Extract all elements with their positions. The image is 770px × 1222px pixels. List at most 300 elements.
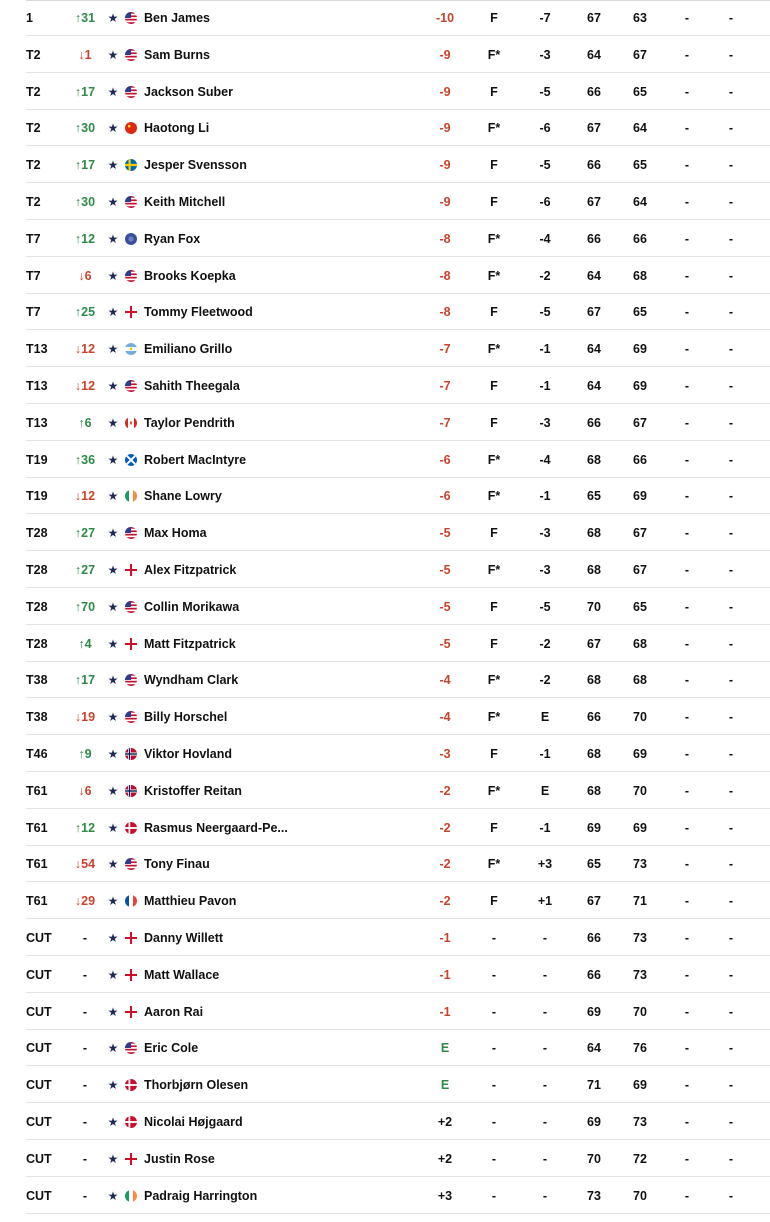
- table-row[interactable]: [0, 515, 770, 551]
- scotland-flag-icon: [125, 454, 137, 466]
- favorite-star-icon[interactable]: ★: [107, 857, 119, 872]
- ireland-flag-icon: [125, 490, 137, 502]
- table-row[interactable]: [0, 258, 770, 294]
- position: T2: [26, 84, 41, 99]
- thru-status: F*: [487, 783, 501, 798]
- thru-status: F: [490, 158, 498, 173]
- table-row[interactable]: [0, 773, 770, 809]
- round-4-strokes: -: [728, 599, 734, 614]
- position: T2: [26, 47, 41, 62]
- position-movement: [66, 184, 104, 220]
- position-movement: [66, 331, 104, 367]
- round-2-strokes: 71: [633, 894, 647, 909]
- movement-value: -: [82, 1041, 88, 1056]
- movement-value: 6: [84, 415, 92, 430]
- round-3-strokes: -: [684, 231, 690, 246]
- movement-value: -: [82, 1151, 88, 1166]
- favorite-star-icon[interactable]: ★: [107, 783, 119, 798]
- round-2-strokes: 70: [633, 710, 647, 725]
- table-row[interactable]: [0, 662, 770, 698]
- round-3-strokes: -: [684, 158, 690, 173]
- favorite-star-icon[interactable]: ★: [107, 84, 119, 99]
- movement-arrow-icon: ↑: [74, 195, 82, 209]
- table-row[interactable]: [0, 994, 770, 1030]
- favorite-star-icon[interactable]: ★: [107, 526, 119, 541]
- table-row[interactable]: [0, 37, 770, 73]
- favorite-star-icon[interactable]: ★: [107, 636, 119, 651]
- table-row[interactable]: [0, 147, 770, 183]
- table-row[interactable]: [0, 331, 770, 367]
- table-row[interactable]: [0, 1030, 770, 1066]
- favorite-star-icon[interactable]: ★: [107, 1188, 119, 1203]
- position: T38: [26, 673, 48, 688]
- round-2-strokes: 69: [633, 489, 647, 504]
- movement-value: 12: [81, 379, 96, 393]
- thru-status: F: [490, 820, 498, 835]
- favorite-star-icon[interactable]: ★: [107, 379, 119, 393]
- position: CUT: [26, 1151, 52, 1166]
- movement-value: 27: [81, 563, 96, 577]
- player-name[interactable]: Matthieu Pavon: [144, 894, 237, 909]
- round-4-strokes: -: [728, 710, 734, 725]
- favorite-star-icon[interactable]: ★: [107, 489, 119, 504]
- thru-status: F*: [487, 563, 501, 577]
- movement-arrow-icon: ↑: [74, 305, 82, 320]
- round-score: -3: [539, 415, 551, 430]
- round-3-strokes: -: [684, 636, 690, 651]
- movement-arrow-icon: ↓: [74, 894, 82, 909]
- movement-value: -: [82, 931, 88, 945]
- movement-arrow-icon: ↑: [74, 452, 82, 467]
- round-1-strokes: 67: [587, 11, 601, 25]
- round-3-strokes: -: [684, 599, 690, 614]
- position-movement: [66, 74, 104, 110]
- table-row[interactable]: [0, 736, 770, 772]
- round-2-strokes: 69: [633, 342, 647, 357]
- round-1-strokes: 67: [587, 894, 601, 909]
- usa-flag-icon: [125, 270, 137, 282]
- england-flag-icon: [125, 1153, 137, 1165]
- total-score: -8: [439, 231, 451, 246]
- thru-status: -: [491, 1188, 497, 1203]
- table-row[interactable]: [0, 1104, 770, 1140]
- movement-arrow-icon: ↑: [78, 636, 85, 651]
- round-3-strokes: -: [684, 710, 690, 725]
- position-movement: [66, 552, 104, 588]
- round-4-strokes: -: [728, 1004, 734, 1019]
- player-name[interactable]: Thorbjørn Olesen: [144, 1078, 249, 1093]
- norway-flag-icon: [125, 748, 137, 760]
- movement-arrow-icon: ↓: [74, 342, 82, 357]
- round-score: -3: [539, 526, 551, 541]
- round-2-strokes: 67: [633, 415, 647, 430]
- round-2-strokes: 72: [633, 1151, 647, 1166]
- round-4-strokes: -: [728, 47, 734, 62]
- favorite-star-icon[interactable]: ★: [107, 1078, 119, 1093]
- position-movement: [66, 442, 104, 478]
- round-2-strokes: 65: [633, 158, 647, 173]
- player-name[interactable]: Tony Finau: [144, 857, 210, 872]
- movement-value: 25: [81, 305, 96, 320]
- favorite-star-icon[interactable]: ★: [107, 11, 119, 25]
- favorite-star-icon[interactable]: ★: [107, 931, 119, 945]
- table-row[interactable]: [0, 368, 770, 404]
- player-name[interactable]: Sam Burns: [144, 47, 210, 62]
- position-movement: [66, 846, 104, 882]
- round-4-strokes: -: [728, 747, 734, 761]
- player-name[interactable]: Danny Willett: [144, 931, 224, 945]
- position: CUT: [26, 967, 52, 982]
- round-score: E: [540, 783, 550, 798]
- player-name[interactable]: Matt Fitzpatrick: [144, 636, 236, 651]
- movement-value: 4: [84, 636, 92, 651]
- usa-flag-icon: [125, 1042, 137, 1054]
- favorite-star-icon[interactable]: ★: [107, 1004, 119, 1019]
- round-4-strokes: -: [728, 452, 734, 467]
- thru-status: F*: [487, 489, 501, 504]
- player-name[interactable]: Alex Fitzpatrick: [144, 563, 237, 577]
- round-1-strokes: 69: [587, 820, 601, 835]
- round-3-strokes: -: [684, 894, 690, 909]
- position: T19: [26, 489, 48, 504]
- england-flag-icon: [125, 306, 137, 318]
- position: CUT: [26, 1115, 52, 1129]
- position: T28: [26, 563, 48, 577]
- round-1-strokes: 70: [587, 599, 601, 614]
- player-name[interactable]: Emiliano Grillo: [144, 342, 233, 357]
- round-1-strokes: 65: [587, 489, 601, 504]
- player-name[interactable]: Robert MacIntyre: [144, 452, 247, 467]
- movement-arrow-icon: ↑: [74, 673, 82, 688]
- round-1-strokes: 64: [587, 47, 601, 62]
- favorite-star-icon[interactable]: ★: [107, 415, 119, 430]
- position: T13: [26, 342, 48, 357]
- round-4-strokes: -: [728, 415, 734, 430]
- table-row[interactable]: [0, 74, 770, 110]
- player-name[interactable]: Justin Rose: [144, 1151, 215, 1166]
- round-2-strokes: 68: [633, 636, 647, 651]
- favorite-star-icon[interactable]: ★: [107, 231, 119, 246]
- movement-value: 27: [81, 526, 96, 541]
- usa-flag-icon: [125, 527, 137, 539]
- movement-arrow-icon: ↑: [74, 820, 82, 835]
- player-name[interactable]: Padraig Harrington: [144, 1188, 258, 1203]
- player-name[interactable]: Ben James: [144, 11, 211, 25]
- round-3-strokes: -: [684, 1078, 690, 1093]
- player-name[interactable]: Rasmus Neergaard-Pe...: [144, 820, 288, 835]
- round-score: -5: [539, 158, 551, 173]
- player-name[interactable]: Jesper Svensson: [144, 158, 247, 173]
- round-2-strokes: 70: [633, 1188, 647, 1203]
- movement-value: 1: [84, 47, 92, 62]
- total-score: -7: [439, 415, 451, 430]
- total-score: -2: [439, 820, 451, 835]
- round-2-strokes: 65: [633, 599, 647, 614]
- round-1-strokes: 68: [587, 452, 601, 467]
- round-1-strokes: 66: [587, 967, 601, 982]
- favorite-star-icon[interactable]: ★: [107, 158, 119, 173]
- total-score: -4: [439, 673, 451, 688]
- favorite-star-icon[interactable]: ★: [107, 894, 119, 909]
- favorite-star-icon[interactable]: ★: [107, 342, 119, 357]
- favorite-star-icon[interactable]: ★: [107, 747, 119, 761]
- favorite-star-icon[interactable]: ★: [107, 967, 119, 982]
- round-2-strokes: 70: [633, 1004, 647, 1019]
- usa-flag-icon: [125, 674, 137, 686]
- movement-value: -: [82, 967, 88, 982]
- round-2-strokes: 68: [633, 673, 647, 688]
- movement-value: -: [82, 1115, 88, 1129]
- round-1-strokes: 66: [587, 415, 601, 430]
- table-row[interactable]: [0, 294, 770, 330]
- player-name[interactable]: Keith Mitchell: [144, 195, 226, 209]
- thru-status: -: [491, 1151, 497, 1166]
- movement-value: 30: [81, 195, 96, 209]
- round-2-strokes: 68: [633, 268, 647, 283]
- round-4-strokes: -: [728, 231, 734, 246]
- position-movement: [66, 957, 104, 993]
- table-row[interactable]: [0, 478, 770, 514]
- round-1-strokes: 69: [587, 1115, 601, 1129]
- round-3-strokes: -: [684, 783, 690, 798]
- round-score: -6: [539, 121, 551, 136]
- movement-value: 29: [81, 894, 96, 909]
- favorite-star-icon[interactable]: ★: [107, 305, 119, 320]
- favorite-star-icon[interactable]: ★: [107, 268, 119, 283]
- thru-status: F: [490, 195, 498, 209]
- round-2-strokes: 64: [633, 121, 647, 136]
- movement-value: 31: [81, 11, 96, 25]
- round-score: +3: [537, 857, 553, 872]
- position-movement: [66, 368, 104, 404]
- position: T28: [26, 526, 48, 541]
- thru-status: F*: [487, 452, 501, 467]
- table-row[interactable]: [0, 110, 770, 146]
- round-3-strokes: -: [684, 931, 690, 945]
- table-row[interactable]: [0, 1141, 770, 1177]
- round-score: -1: [539, 489, 551, 504]
- movement-arrow-icon: ↑: [74, 121, 82, 136]
- round-score: -4: [539, 231, 551, 246]
- round-1-strokes: 69: [587, 1004, 601, 1019]
- favorite-star-icon[interactable]: ★: [107, 563, 119, 577]
- round-4-strokes: -: [728, 967, 734, 982]
- round-score: +1: [537, 894, 553, 909]
- round-2-strokes: 76: [633, 1041, 647, 1056]
- round-4-strokes: -: [728, 489, 734, 504]
- round-score: -3: [539, 47, 551, 62]
- player-name[interactable]: Brooks Koepka: [144, 268, 236, 283]
- table-row[interactable]: [0, 846, 770, 882]
- total-score: -8: [439, 268, 451, 283]
- position-movement: [66, 294, 104, 330]
- player-name[interactable]: Billy Horschel: [144, 710, 228, 725]
- favorite-star-icon[interactable]: ★: [107, 599, 119, 614]
- player-name[interactable]: Shane Lowry: [144, 489, 222, 504]
- round-3-strokes: -: [684, 820, 690, 835]
- position: T61: [26, 783, 48, 798]
- player-name[interactable]: Viktor Hovland: [144, 747, 232, 761]
- total-score: -5: [439, 563, 451, 577]
- round-1-strokes: 67: [587, 121, 601, 136]
- argentina-flag-icon: [125, 343, 137, 355]
- movement-value: 6: [84, 268, 92, 283]
- round-3-strokes: -: [684, 11, 690, 25]
- table-row[interactable]: [0, 920, 770, 956]
- usa-flag-icon: [125, 601, 137, 613]
- position: T7: [26, 268, 41, 283]
- canada-flag-icon: [125, 417, 137, 429]
- player-name[interactable]: Wyndham Clark: [144, 673, 239, 688]
- round-score: -: [542, 1004, 548, 1019]
- player-name[interactable]: Kristoffer Reitan: [144, 783, 242, 798]
- england-flag-icon: [125, 969, 137, 981]
- round-score: -: [542, 1078, 548, 1093]
- movement-arrow-icon: ↓: [74, 857, 82, 872]
- position: CUT: [26, 1041, 52, 1056]
- round-2-strokes: 65: [633, 84, 647, 99]
- position: T38: [26, 710, 48, 725]
- round-3-strokes: -: [684, 379, 690, 393]
- round-3-strokes: -: [684, 489, 690, 504]
- table-row[interactable]: [0, 589, 770, 625]
- round-1-strokes: 71: [587, 1078, 601, 1093]
- table-row[interactable]: [0, 810, 770, 846]
- table-row[interactable]: [0, 221, 770, 257]
- total-score: -9: [439, 195, 451, 209]
- favorite-star-icon[interactable]: ★: [107, 121, 119, 136]
- favorite-star-icon[interactable]: ★: [107, 195, 119, 209]
- table-row[interactable]: [0, 957, 770, 993]
- round-2-strokes: 70: [633, 783, 647, 798]
- total-score: -2: [439, 894, 451, 909]
- england-flag-icon: [125, 564, 137, 576]
- table-row[interactable]: [0, 1178, 770, 1214]
- movement-value: 12: [81, 489, 96, 504]
- movement-value: 36: [81, 452, 96, 467]
- movement-arrow-icon: ↑: [74, 563, 82, 577]
- player-name[interactable]: Aaron Rai: [144, 1004, 204, 1019]
- total-score: -6: [439, 489, 451, 504]
- player-name[interactable]: Ryan Fox: [144, 231, 201, 246]
- table-row[interactable]: [0, 442, 770, 478]
- player-name[interactable]: Eric Cole: [144, 1041, 199, 1056]
- table-row[interactable]: [0, 883, 770, 919]
- round-2-strokes: 65: [633, 305, 647, 320]
- total-score: -2: [439, 783, 451, 798]
- movement-value: 12: [81, 820, 96, 835]
- player-name[interactable]: Collin Morikawa: [144, 599, 240, 614]
- player-name[interactable]: Sahith Theegala: [144, 379, 240, 393]
- position: T13: [26, 415, 48, 430]
- thru-status: F: [490, 894, 498, 909]
- position: T13: [26, 379, 48, 393]
- round-3-strokes: -: [684, 673, 690, 688]
- player-name[interactable]: Matt Wallace: [144, 967, 220, 982]
- sweden-flag-icon: [125, 159, 137, 171]
- usa-flag-icon: [125, 196, 137, 208]
- movement-value: 17: [81, 673, 96, 688]
- total-score: -5: [439, 526, 451, 541]
- total-score: -6: [439, 452, 451, 467]
- favorite-star-icon[interactable]: ★: [107, 820, 119, 835]
- round-3-strokes: -: [684, 195, 690, 209]
- total-score: -9: [439, 121, 451, 136]
- favorite-star-icon[interactable]: ★: [107, 1041, 119, 1056]
- thru-status: F: [490, 599, 498, 614]
- thru-status: F*: [487, 857, 501, 872]
- total-score: +2: [437, 1115, 453, 1129]
- england-flag-icon: [125, 638, 137, 650]
- player-name[interactable]: Tommy Fleetwood: [144, 305, 253, 320]
- total-score: -8: [439, 305, 451, 320]
- round-1-strokes: 67: [587, 305, 601, 320]
- denmark-flag-icon: [125, 1116, 137, 1128]
- position-movement: [66, 405, 104, 441]
- table-row[interactable]: [0, 626, 770, 662]
- round-1-strokes: 66: [587, 84, 601, 99]
- round-2-strokes: 73: [633, 931, 647, 945]
- favorite-star-icon[interactable]: ★: [107, 673, 119, 688]
- round-3-strokes: -: [684, 1004, 690, 1019]
- position-movement: [66, 0, 104, 36]
- table-row[interactable]: [0, 0, 770, 36]
- table-row[interactable]: [0, 405, 770, 441]
- round-1-strokes: 68: [587, 783, 601, 798]
- player-name[interactable]: Taylor Pendrith: [144, 415, 235, 430]
- position-movement: [66, 994, 104, 1030]
- favorite-star-icon[interactable]: ★: [107, 710, 119, 725]
- position: T28: [26, 599, 48, 614]
- movement-arrow-icon: ↑: [74, 158, 82, 173]
- round-score: -1: [539, 820, 551, 835]
- position-movement: [66, 478, 104, 514]
- position: CUT: [26, 931, 52, 945]
- round-3-strokes: -: [684, 563, 690, 577]
- table-row[interactable]: [0, 552, 770, 588]
- round-1-strokes: 67: [587, 195, 601, 209]
- favorite-star-icon[interactable]: ★: [107, 47, 119, 62]
- player-name[interactable]: Max Homa: [144, 526, 207, 541]
- table-row[interactable]: [0, 699, 770, 735]
- player-name[interactable]: Jackson Suber: [144, 84, 233, 99]
- table-row[interactable]: [0, 1067, 770, 1103]
- favorite-star-icon[interactable]: ★: [107, 1151, 119, 1166]
- round-2-strokes: 66: [633, 231, 647, 246]
- favorite-star-icon[interactable]: ★: [107, 452, 119, 467]
- position-movement: [66, 773, 104, 809]
- favorite-star-icon[interactable]: ★: [107, 1115, 119, 1129]
- round-4-strokes: -: [728, 342, 734, 357]
- player-name[interactable]: Nicolai Højgaard: [144, 1115, 243, 1129]
- total-score: -10: [435, 11, 455, 25]
- position-movement: [66, 883, 104, 919]
- player-name[interactable]: Haotong Li: [144, 121, 210, 136]
- round-4-strokes: -: [728, 563, 734, 577]
- total-score: +3: [437, 1188, 453, 1203]
- table-row[interactable]: [0, 184, 770, 220]
- ireland-flag-icon: [125, 1190, 137, 1202]
- movement-value: 70: [81, 599, 96, 614]
- movement-arrow-icon: ↑: [74, 84, 82, 99]
- round-3-strokes: -: [684, 452, 690, 467]
- round-2-strokes: 67: [633, 47, 647, 62]
- thru-status: F: [490, 636, 498, 651]
- round-3-strokes: -: [684, 1041, 690, 1056]
- denmark-flag-icon: [125, 822, 137, 834]
- movement-value: -: [82, 1078, 88, 1093]
- round-3-strokes: -: [684, 121, 690, 136]
